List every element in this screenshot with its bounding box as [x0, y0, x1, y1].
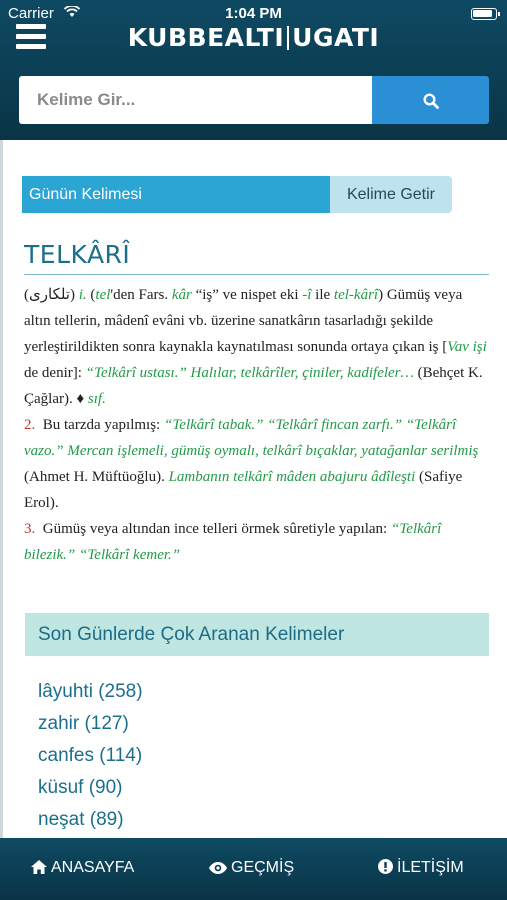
trending-item[interactable]: zahir (127): [38, 713, 129, 734]
title-divider: [24, 274, 489, 275]
battery-icon: [471, 8, 497, 20]
logo-separator: [287, 26, 289, 50]
etym-text: 'den Fars.: [110, 287, 169, 303]
etym-text: “iş” ve nispet eki: [195, 287, 299, 303]
carrier-label: Carrier: [8, 5, 54, 22]
nav-history[interactable]: [209, 859, 294, 877]
etym-suffix: -î: [302, 287, 312, 303]
etym-kar[interactable]: kâr: [171, 287, 192, 303]
sense-number-3: 3.: [24, 521, 36, 537]
trending-item[interactable]: canfes (114): [38, 745, 143, 766]
nav-home[interactable]: [31, 859, 134, 877]
app-logo: [0, 23, 507, 52]
nav-home-label: ANASAYFA: [51, 859, 135, 876]
sense-1-text: ) Gümüş veya altın tellerin, mâdenî evâni vb. üzerine sanatkârın tasarladığı şekilde yerleştirildikten sonra kaynakla kaynatılması sonunda ortaya çıkan iş [: [24, 287, 463, 355]
trending-item[interactable]: neşat (89): [38, 809, 124, 830]
nav-contact-label: İLETİŞİM: [397, 859, 464, 876]
sense-2-text: Bu tarzda yapılmış:: [42, 417, 161, 433]
word-title: TELKÂRÎ: [24, 240, 131, 269]
adjective-marker: sıf.: [87, 391, 106, 407]
sense-1-text: de denir]:: [24, 365, 82, 381]
get-word-button[interactable]: Kelime Getir: [330, 176, 452, 213]
eye-icon: [209, 862, 227, 874]
trending-item[interactable]: küsuf (90): [38, 777, 123, 798]
nav-history-label: GEÇMİŞ: [231, 859, 295, 876]
etym-compound: tel-kârî: [333, 287, 379, 303]
logo-text-right: UGATI: [292, 23, 380, 52]
main-content: [0, 140, 507, 838]
nav-contact[interactable]: [378, 859, 464, 877]
trending-list: [38, 676, 143, 836]
search-button[interactable]: [372, 76, 489, 124]
info-icon: [378, 859, 393, 874]
part-of-speech: i.: [78, 287, 87, 303]
etym-text: ile: [315, 287, 331, 303]
search-input[interactable]: [19, 76, 373, 124]
example-2: “Telkârî tabak.” “Telkârî fincan zarfı.” “Telkârî vazo.” Mercan işlemeli, gümüş oymalı, telkârî bıçaklar, yatağanlar serilmiş: [24, 417, 479, 459]
example-4: “Telkârî bilezik.” “Telkârî kemer.”: [24, 521, 442, 563]
search-icon: [423, 93, 439, 109]
logo-text-left: KUBBEALTI: [127, 23, 285, 52]
word-definition: (تلكارى) i. (tel'den Fars. kâr “iş” ve nispet eki -î ile tel-kârî) Gümüş veya altın tellerin, mâdenî evâni vb. üzerine sanatkârın tasarladığı şekilde yerleştirildikten sonra kaynakla kaynatılması sonunda ortaya çıkan iş [Vav işi de denir]: “Telkârî ustası.” Halılar, telkârîler, çiniler, kadifeler… (Behçet K. Çağlar). ♦ sıf. 2. Bu tarzda yapılmış: “Telkârî tabak.” “Telkârî fincan zarfı.” “Telkârî vazo.” Mercan işlemeli, gümüş oymalı, telkârî bıçaklar, yatağanlar serilmiş (Ahmet H. Müftüoğlu). Lambanın telkârî mâden abajuru âdîleşti (Safiye Erol). 3. Gümüş veya altından ince telleri örmek sûretiyle yapılan: “Telkârî bilezik.” “Telkârî kemer.”: [24, 287, 487, 563]
tab-word-of-the-day[interactable]: Günün Kelimesi: [22, 176, 330, 213]
example-3: Lambanın telkârî mâden abajuru âdîleşti: [168, 469, 416, 485]
example-1: “Telkârî ustası.” Halılar, telkârîler, çiniler, kadifeler…: [85, 365, 414, 381]
diamond-marker: ♦: [76, 391, 85, 407]
author-3: (Safiye Erol).: [24, 469, 463, 511]
etym-tel[interactable]: tel: [95, 287, 111, 303]
author-1: (Behçet K. Çağlar).: [24, 365, 483, 407]
vav-isi-link[interactable]: Vav işi: [447, 339, 487, 355]
trending-title: Son Günlerde Çok Aranan Kelimeler: [25, 613, 489, 656]
app-header: [0, 0, 507, 140]
trending-item[interactable]: lâyuhti (258): [38, 681, 143, 702]
arabic-spelling: (تلكارى): [24, 287, 75, 303]
clock: 1:04 PM: [225, 5, 282, 22]
sense-3-text: Gümüş veya altından ince telleri örmek sûretiyle yapılan:: [42, 521, 388, 537]
author-2: (Ahmet H. Müftüoğlu).: [24, 469, 165, 485]
home-icon: [31, 860, 47, 874]
bottom-nav: [0, 838, 507, 900]
sense-number-2: 2.: [24, 417, 36, 433]
